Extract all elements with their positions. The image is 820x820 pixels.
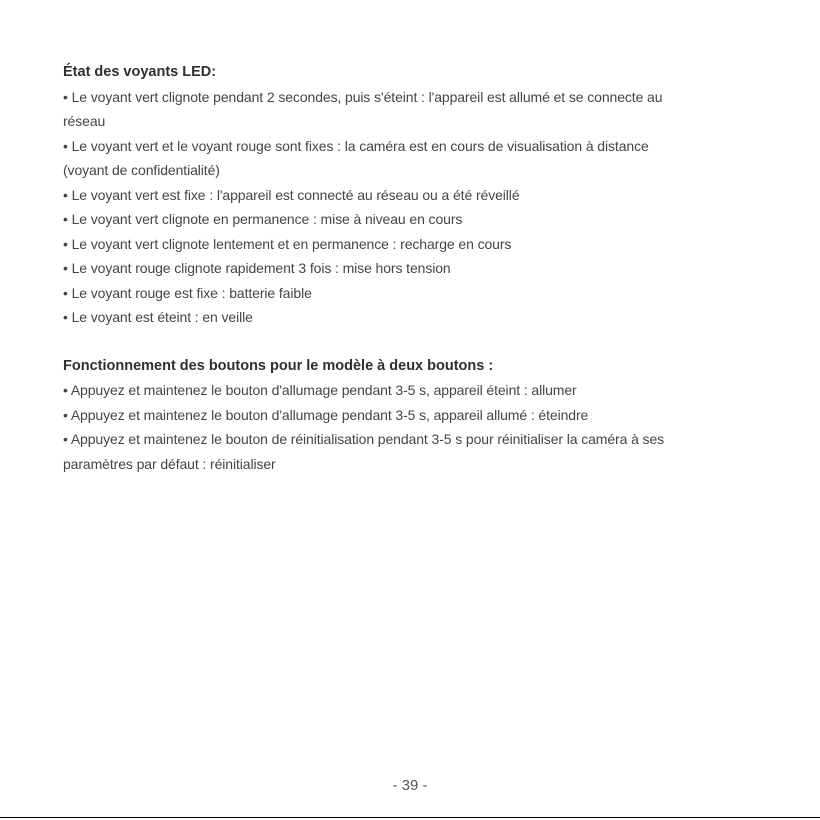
page-number: - 39 - bbox=[392, 777, 428, 794]
list-item: • Le voyant rouge est fixe : batterie faible bbox=[63, 284, 312, 301]
list-item: • Le voyant est éteint : en veille bbox=[63, 309, 253, 325]
button-operation-section bbox=[63, 354, 763, 477]
document-page bbox=[63, 60, 763, 476]
list-item: • Appuyez et maintenez le bouton d'allumage pendant 3-5 s, appareil éteint : allumer bbox=[63, 382, 577, 398]
list-item: (voyant de confidentialité) bbox=[63, 162, 220, 178]
list-item: • Le voyant vert et le voyant rouge sont fixes : la caméra est en cours de visualisation à distance bbox=[63, 137, 649, 154]
section-heading-button-operation: Fonctionnement des boutons pour le modèle à deux boutons : bbox=[63, 357, 494, 374]
led-status-section bbox=[63, 60, 763, 330]
list-item: • Le voyant vert est fixe : l'appareil est connecté au réseau ou a été réveillé bbox=[63, 186, 520, 203]
list-item: réseau bbox=[63, 113, 106, 129]
led-status-list bbox=[63, 85, 763, 330]
page-bottom-rule bbox=[0, 817, 820, 818]
button-operation-list bbox=[63, 378, 763, 476]
list-item: paramètres par défaut : réinitialiser bbox=[63, 455, 276, 472]
list-item: • Le voyant vert clignote en permanence : mise à niveau en cours bbox=[63, 211, 463, 227]
list-item: • Appuyez et maintenez le bouton d'allumage pendant 3-5 s, appareil allumé : éteindre bbox=[63, 406, 589, 423]
section-heading-led-status: État des voyants LED: bbox=[63, 64, 217, 80]
list-item: • Appuyez et maintenez le bouton de réinitialisation pendant 3-5 s pour réinitialiser la caméra à ses bbox=[63, 431, 665, 447]
list-item: • Le voyant rouge clignote rapidement 3 fois : mise hors tension bbox=[63, 260, 451, 276]
section-spacer bbox=[63, 330, 763, 354]
list-item: • Le voyant vert clignote pendant 2 secondes, puis s'éteint : l'appareil est allumé et se connecte au bbox=[63, 88, 663, 105]
list-item: • Le voyant vert clignote lentement et en permanence : recharge en cours bbox=[63, 235, 512, 252]
